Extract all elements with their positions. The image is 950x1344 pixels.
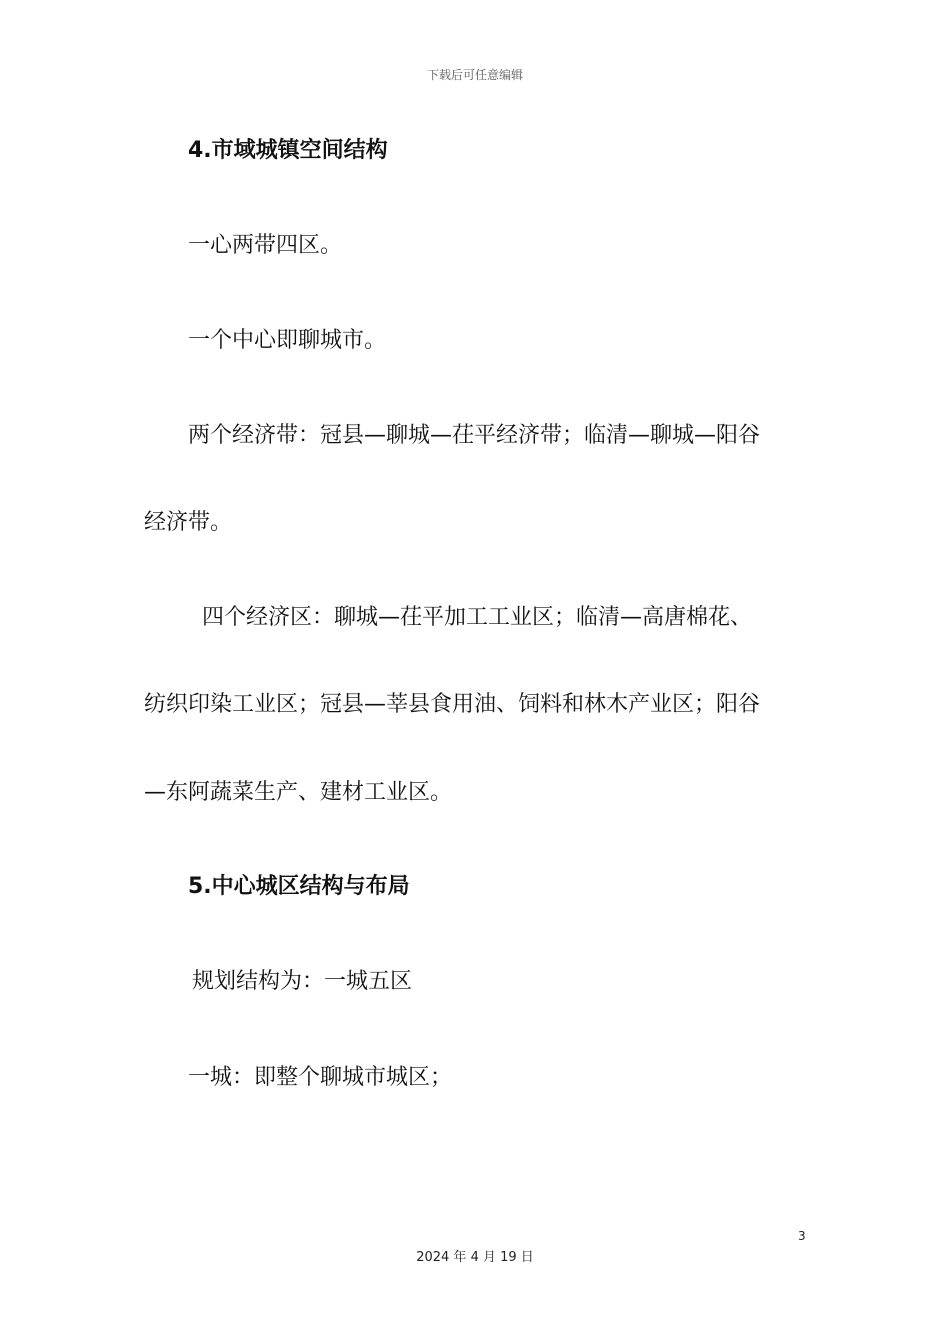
section-heading-4: 4.市域城镇空间结构 bbox=[188, 138, 388, 163]
paragraph-one-city: 一城：即整个聊城市城区； bbox=[188, 1065, 453, 1090]
header-note: 下载后可任意编辑 bbox=[426, 68, 523, 82]
footer-date: 2024 年 4 月 19 日 bbox=[416, 1250, 534, 1265]
paragraph-economic-zones-line-1: 四个经济区：聊城—茌平加工工业区；临清—高唐棉花、 bbox=[202, 605, 753, 630]
paragraph-summary: 一心两带四区。 bbox=[188, 233, 343, 258]
paragraph-economic-belts-line-1: 两个经济带：冠县—聊城—茌平经济带；临清—聊城—阳谷 bbox=[188, 423, 761, 448]
section-heading-5: 5.中心城区结构与布局 bbox=[188, 874, 410, 899]
paragraph-economic-belts-line-2: 经济带。 bbox=[144, 510, 233, 535]
paragraph-plan-structure: 规划结构为：一城五区 bbox=[192, 969, 413, 994]
paragraph-center: 一个中心即聊城市。 bbox=[188, 328, 387, 353]
paragraph-economic-zones-line-2: 纺织印染工业区；冠县—莘县食用油、饲料和林木产业区；阳谷 bbox=[144, 692, 761, 717]
paragraph-economic-zones-line-3: —东阿蔬菜生产、建材工业区。 bbox=[144, 780, 453, 805]
page-number: 3 bbox=[798, 1229, 806, 1243]
